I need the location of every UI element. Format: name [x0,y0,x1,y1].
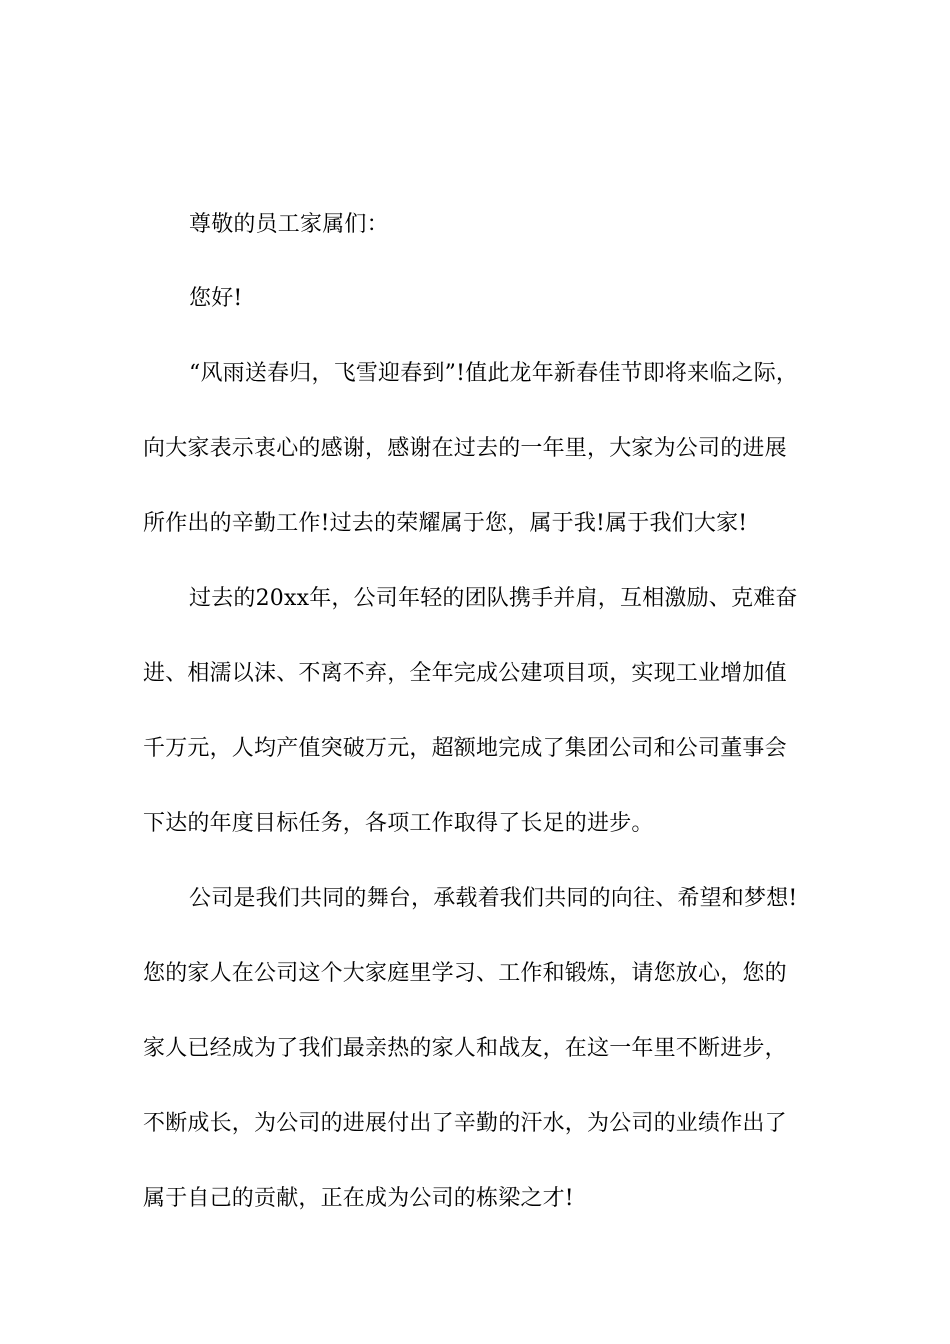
paragraph-3-line-3: 家人已经成为了我们最亲热的家人和战友，在这一年里不断进步， [143,1036,787,1061]
greeting: 您好! [189,286,243,311]
salutation: 尊敬的员工家属们： [189,212,389,237]
paragraph-3-line-4: 不断成长，为公司的进展付出了辛勤的汗水，为公司的业绩作出了 [143,1111,787,1136]
paragraph-3-line-5: 属于自己的贡献，正在成为公司的栋梁之才! [143,1186,574,1211]
paragraph-2-line-4: 下达的年度目标任务，各项工作取得了长足的进步。 [143,811,654,836]
paragraph-1-line-3: 所作出的辛勤工作!过去的荣耀属于您，属于我!属于我们大家! [143,511,748,536]
paragraph-1-line-1: “风雨送春归，飞雪迎春到”!值此龙年新春佳节即将来临之际， [189,361,799,386]
paragraph-2-line-1: 过去的20xx年，公司年轻的团队携手并肩，互相激励、克难奋 [189,586,798,611]
paragraph-2-line-3: 千万元，人均产值突破万元，超额地完成了集团公司和公司董事会 [143,736,787,761]
paragraph-1-line-2: 向大家表示衷心的感谢，感谢在过去的一年里，大家为公司的进展 [143,436,787,461]
paragraph-3-line-1: 公司是我们共同的舞台，承载着我们共同的向往、希望和梦想! [189,886,798,911]
paragraph-3-line-2: 您的家人在公司这个大家庭里学习、工作和锻炼，请您放心，您的 [143,961,787,986]
paragraph-2-line-2: 进、相濡以沫、不离不弃，全年完成公建项目项，实现工业增加值 [143,661,787,686]
